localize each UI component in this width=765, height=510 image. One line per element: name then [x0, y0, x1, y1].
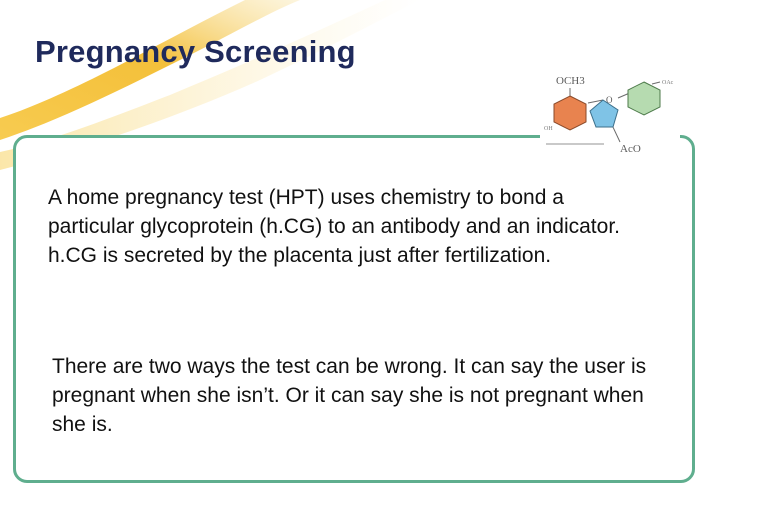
body-paragraph-1: A home pregnancy test (HPT) uses chemistry to bond a particular glycoprotein (h.CG) to an antibody and an indicator. h.CG is secreted by the placenta just after fertilization. [48, 186, 620, 267]
acetate-bottom-label: AcO [620, 143, 641, 155]
oxygen-label: O [606, 95, 613, 105]
body-paragraph-2: There are two ways the test can be wrong. It can say the user is pregnant when she isn’t. Or it can say she is not pregnant when she is. [52, 355, 647, 436]
molecule-caption-mark [546, 143, 604, 145]
molecule-illustration [540, 70, 680, 160]
acetate-top-label: OAc [662, 80, 674, 86]
molecule-ring-middle [590, 100, 618, 127]
slide-title: Pregnancy Screening [35, 34, 356, 69]
hydroxyl-label: OH [544, 126, 553, 132]
molecule-ring-left [554, 96, 586, 130]
molecule-ring-right [628, 82, 660, 115]
methoxy-label: OCH3 [556, 75, 585, 87]
